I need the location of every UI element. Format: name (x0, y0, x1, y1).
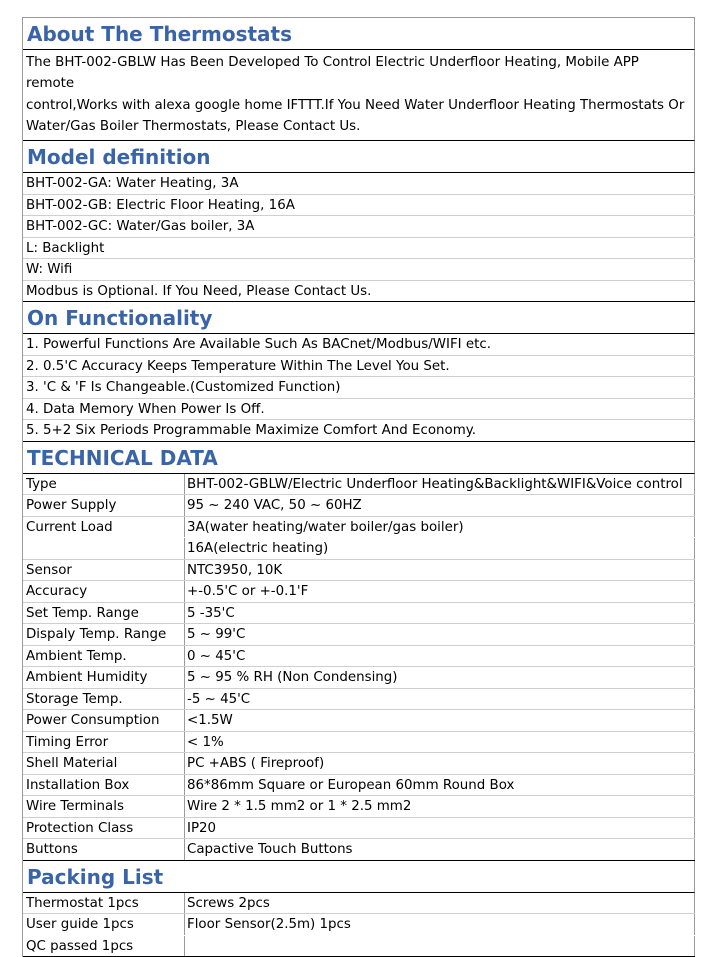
function-row (23, 420, 695, 442)
tech-key: Protection Class (23, 818, 185, 839)
tech-key: Shell Material (23, 753, 185, 774)
model-row (23, 173, 695, 195)
model-title: Model definition (23, 141, 695, 173)
tech-value: NTC3950, 10K (185, 560, 695, 581)
model-row (23, 259, 695, 281)
tech-key: Power Supply (23, 495, 185, 516)
tech-key: Set Temp. Range (23, 603, 185, 624)
about-line: Water/Gas Boiler Thermostats, Please Contact Us. (26, 118, 361, 134)
tech-value: 86*86mm Square or European 60mm Round Box (185, 775, 695, 796)
function-row (23, 356, 695, 378)
tech-key: Buttons (23, 839, 185, 860)
tech-key: Wire Terminals (23, 796, 185, 817)
packing-row (23, 936, 695, 957)
tech-key (23, 538, 185, 559)
about-line: control,Works with alexa google home IFTTT.If You Need Water Underfloor Heating Thermostats Or (26, 97, 685, 113)
technical-title: TECHNICAL DATA (23, 442, 695, 474)
tech-key: Current Load (23, 517, 185, 538)
packing-item: Floor Sensor(2.5m) 1pcs (185, 914, 695, 935)
about-line: The BHT-002-GBLW Has Been Developed To Control Electric Underfloor Heating, Mobile APP remote (26, 55, 639, 92)
tech-value: -5 ~ 45'C (185, 689, 695, 710)
tech-value: 3A(water heating/water boiler/gas boiler) (185, 517, 695, 538)
function-item: 3. 'C & 'F Is Changeable.(Customized Function) (23, 377, 695, 398)
tech-value: 16A(electric heating) (185, 538, 695, 559)
tech-value: 95 ~ 240 VAC, 50 ~ 60HZ (185, 495, 695, 516)
tech-row (23, 796, 695, 818)
spec-sheet (22, 17, 695, 957)
function-item: 4. Data Memory When Power Is Off. (23, 399, 695, 420)
tech-row (23, 646, 695, 668)
model-item: BHT-002-GB: Electric Floor Heating, 16A (23, 195, 695, 216)
tech-value: IP20 (185, 818, 695, 839)
model-row (23, 281, 695, 303)
model-item: L: Backlight (23, 238, 695, 259)
tech-row (23, 603, 695, 625)
tech-value: <1.5W (185, 710, 695, 731)
tech-value: Wire 2 * 1.5 mm2 or 1 * 2.5 mm2 (185, 796, 695, 817)
tech-row (23, 474, 695, 496)
tech-value: 5 ~ 95 % RH (Non Condensing) (185, 667, 695, 688)
tech-key: Sensor (23, 560, 185, 581)
function-row (23, 334, 695, 356)
tech-value: PC +ABS ( Fireproof) (185, 753, 695, 774)
tech-key: Dispaly Temp. Range (23, 624, 185, 645)
tech-row (23, 538, 695, 560)
tech-row (23, 839, 695, 861)
function-item: 5. 5+2 Six Periods Programmable Maximize Comfort And Economy. (23, 420, 695, 441)
tech-row (23, 517, 695, 539)
model-item: BHT-002-GA: Water Heating, 3A (23, 173, 695, 194)
tech-row (23, 732, 695, 754)
tech-key: Storage Temp. (23, 689, 185, 710)
tech-row (23, 560, 695, 582)
function-row (23, 377, 695, 399)
model-item: Modbus is Optional. If You Need, Please Contact Us. (23, 281, 695, 302)
packing-item: Screws 2pcs (185, 893, 695, 914)
function-item: 1. Powerful Functions Are Available Such As BACnet/Modbus/WIFI etc. (23, 334, 695, 355)
packing-item (185, 936, 695, 957)
model-row (23, 195, 695, 217)
model-row (23, 216, 695, 238)
model-item: W: Wifi (23, 259, 695, 280)
tech-row (23, 818, 695, 840)
tech-row (23, 581, 695, 603)
tech-value: 5 ~ 99'C (185, 624, 695, 645)
tech-key: Accuracy (23, 581, 185, 602)
tech-key: Power Consumption (23, 710, 185, 731)
model-item: BHT-002-GC: Water/Gas boiler, 3A (23, 216, 695, 237)
tech-value: +-0.5'C or +-0.1'F (185, 581, 695, 602)
function-row (23, 399, 695, 421)
tech-value: Capactive Touch Buttons (185, 839, 695, 860)
tech-key: Type (23, 474, 185, 495)
function-item: 2. 0.5'C Accuracy Keeps Temperature Within The Level You Set. (23, 356, 695, 377)
packing-title: Packing List (23, 861, 695, 893)
functionality-title: On Functionality (23, 302, 695, 334)
tech-row (23, 667, 695, 689)
tech-key: Ambient Humidity (23, 667, 185, 688)
packing-row (23, 914, 695, 936)
packing-item: Thermostat 1pcs (23, 893, 185, 914)
model-row (23, 238, 695, 260)
tech-row (23, 775, 695, 797)
tech-row (23, 753, 695, 775)
tech-value: 5 -35'C (185, 603, 695, 624)
about-title: About The Thermostats (23, 18, 695, 50)
tech-row (23, 689, 695, 711)
tech-key: Installation Box (23, 775, 185, 796)
tech-value: BHT-002-GBLW/Electric Underfloor Heating&Backlight&WIFI&Voice control (185, 474, 695, 495)
tech-row (23, 624, 695, 646)
tech-key: Timing Error (23, 732, 185, 753)
packing-item: QC passed 1pcs (23, 936, 185, 957)
packing-row (23, 893, 695, 915)
about-paragraph (23, 50, 695, 141)
tech-row (23, 495, 695, 517)
packing-item: User guide 1pcs (23, 914, 185, 935)
tech-value: 0 ~ 45'C (185, 646, 695, 667)
tech-row (23, 710, 695, 732)
tech-key: Ambient Temp. (23, 646, 185, 667)
tech-value: < 1% (185, 732, 695, 753)
